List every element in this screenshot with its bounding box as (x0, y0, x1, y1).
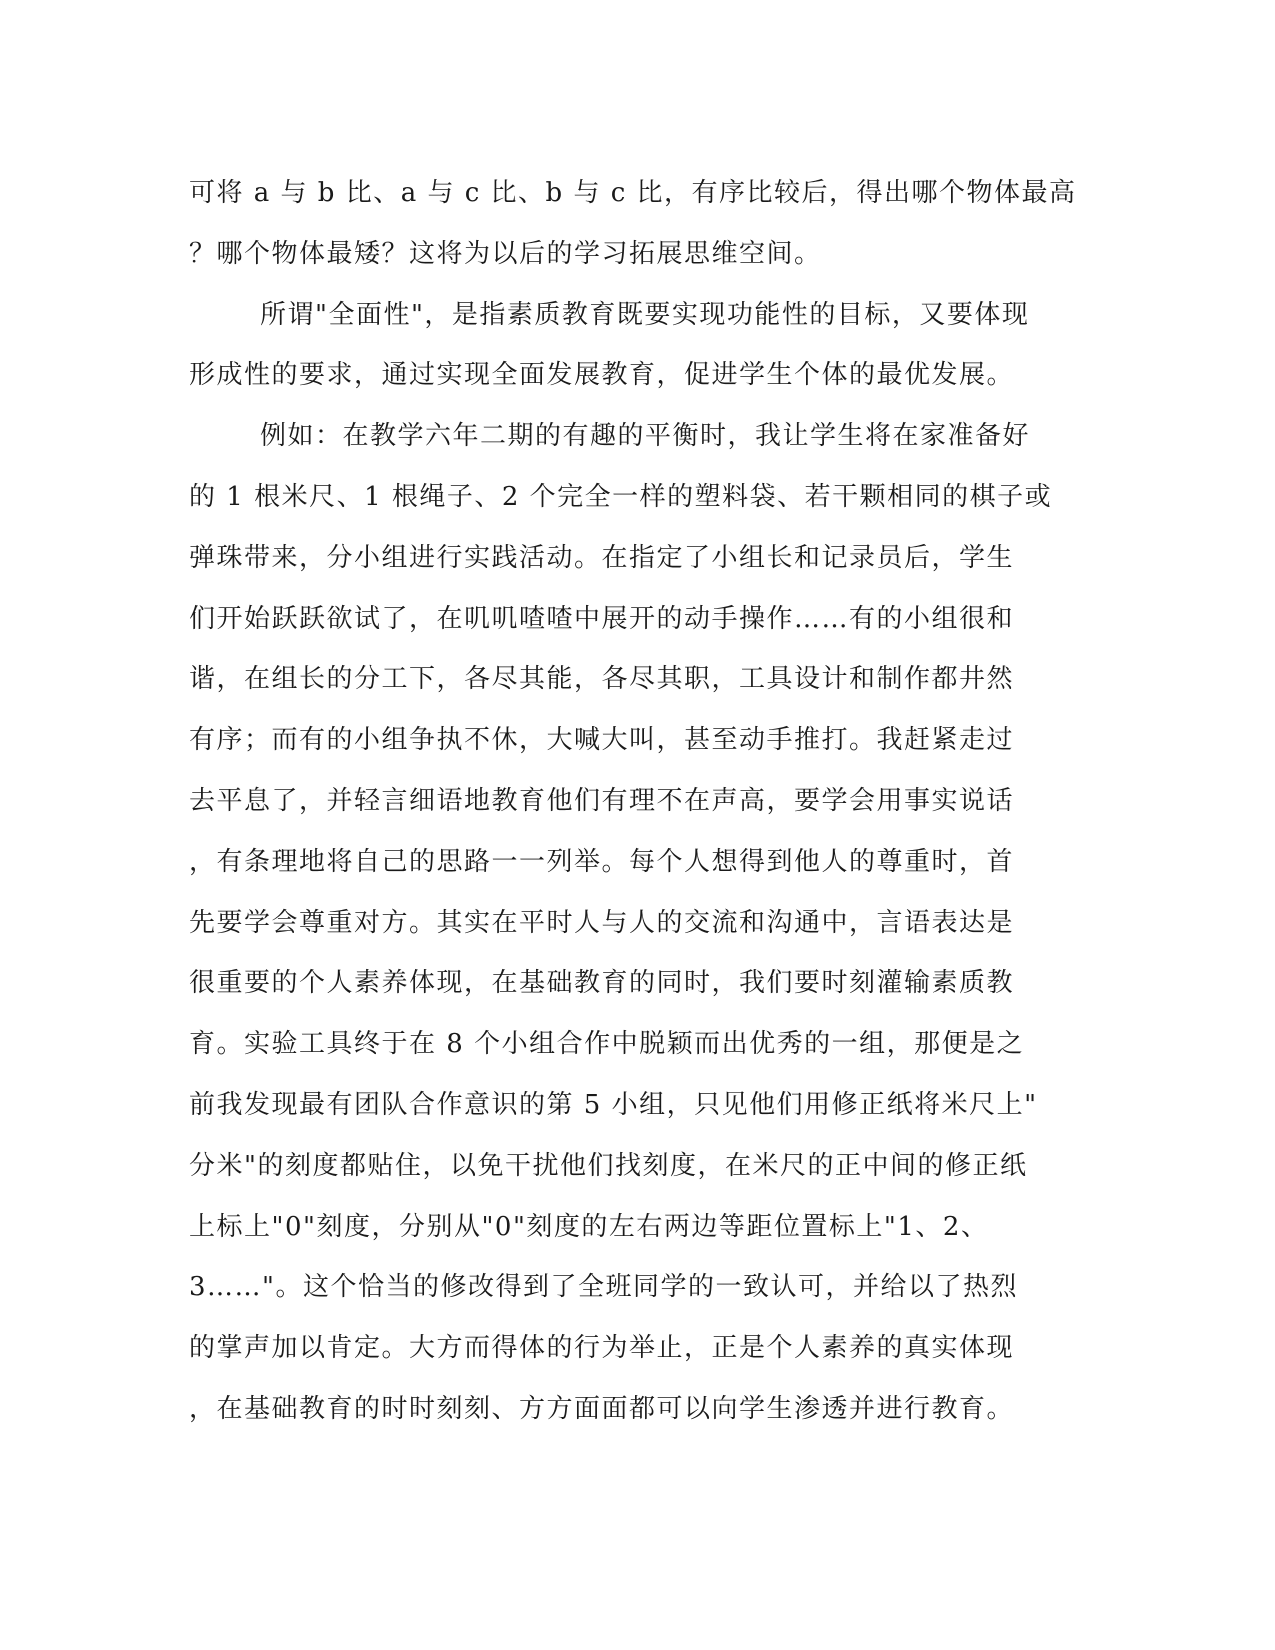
text-line: 的 1 根米尺、1 根绳子、2 个完全一样的塑料袋、若干颗相同的棋子或 (189, 481, 1053, 512)
text-line: 前我发现最有团队合作意识的第 5 小组，只见他们用修正纸将米尺上" (189, 1089, 1038, 1120)
text-line: ，在基础教育的时时刻刻、方方面面都可以向学生渗透并进行教育。 (189, 1393, 1015, 1424)
text-line: 上标上"0"刻度，分别从"0"刻度的左右两边等距位置标上"1、2、 (189, 1211, 989, 1242)
text-line: 可将 a 与 b 比、a 与 c 比、b 与 c 比，有序比较后，得出哪个物体最高 (189, 178, 1077, 208)
text-line: 们开始跃跃欲试了，在叽叽喳喳中展开的动手操作……有的小组很和 (189, 603, 1015, 634)
text-line: 的掌声加以肯定。大方而得体的行为举止，正是个人素养的真实体现 (189, 1333, 1015, 1364)
text-line: 去平息了，并轻言细语地教育他们有理不在声高，要学会用事实说话 (189, 785, 1015, 816)
text-line: 分米"的刻度都贴住，以免干扰他们找刻度，在米尺的正中间的修正纸 (189, 1150, 1028, 1181)
text-line: 弹珠带来，分小组进行实践活动。在指定了小组长和记录员后，学生 (189, 542, 1015, 573)
text-line: 很重要的个人素养体现，在基础教育的同时，我们要时刻灌输素质教 (189, 968, 1015, 999)
text-line: 先要学会尊重对方。其实在平时人与人的交流和沟通中，言语表达是 (189, 907, 1015, 938)
paragraph-start-line: 例如：在教学六年二期的有趣的平衡时，我让学生将在家准备好 (260, 421, 1031, 452)
text-line: ，有条理地将自己的思路一一列举。每个人想得到他人的尊重时，首 (189, 846, 1015, 877)
text-line: ？哪个物体最矮？这将为以后的学习拓展思维空间。 (189, 238, 822, 269)
text-line: 3……"。这个恰当的修改得到了全班同学的一致认可，并给以了热烈 (189, 1272, 1019, 1303)
text-line: 育。实验工具终于在 8 个小组合作中脱颖而出优秀的一组，那便是之 (189, 1029, 1025, 1060)
text-line: 谐，在组长的分工下，各尽其能，各尽其职，工具设计和制作都井然 (189, 664, 1015, 695)
paragraph-start-line: 所谓"全面性"，是指素质教育既要实现功能性的目标，又要体现 (260, 299, 1030, 330)
text-line: 形成性的要求，通过实现全面发展教育，促进学生个体的最优发展。 (189, 360, 1015, 391)
text-line: 有序；而有的小组争执不休，大喊大叫，甚至动手推打。我赶紧走过 (189, 725, 1015, 756)
body-text (189, 163, 1089, 1440)
